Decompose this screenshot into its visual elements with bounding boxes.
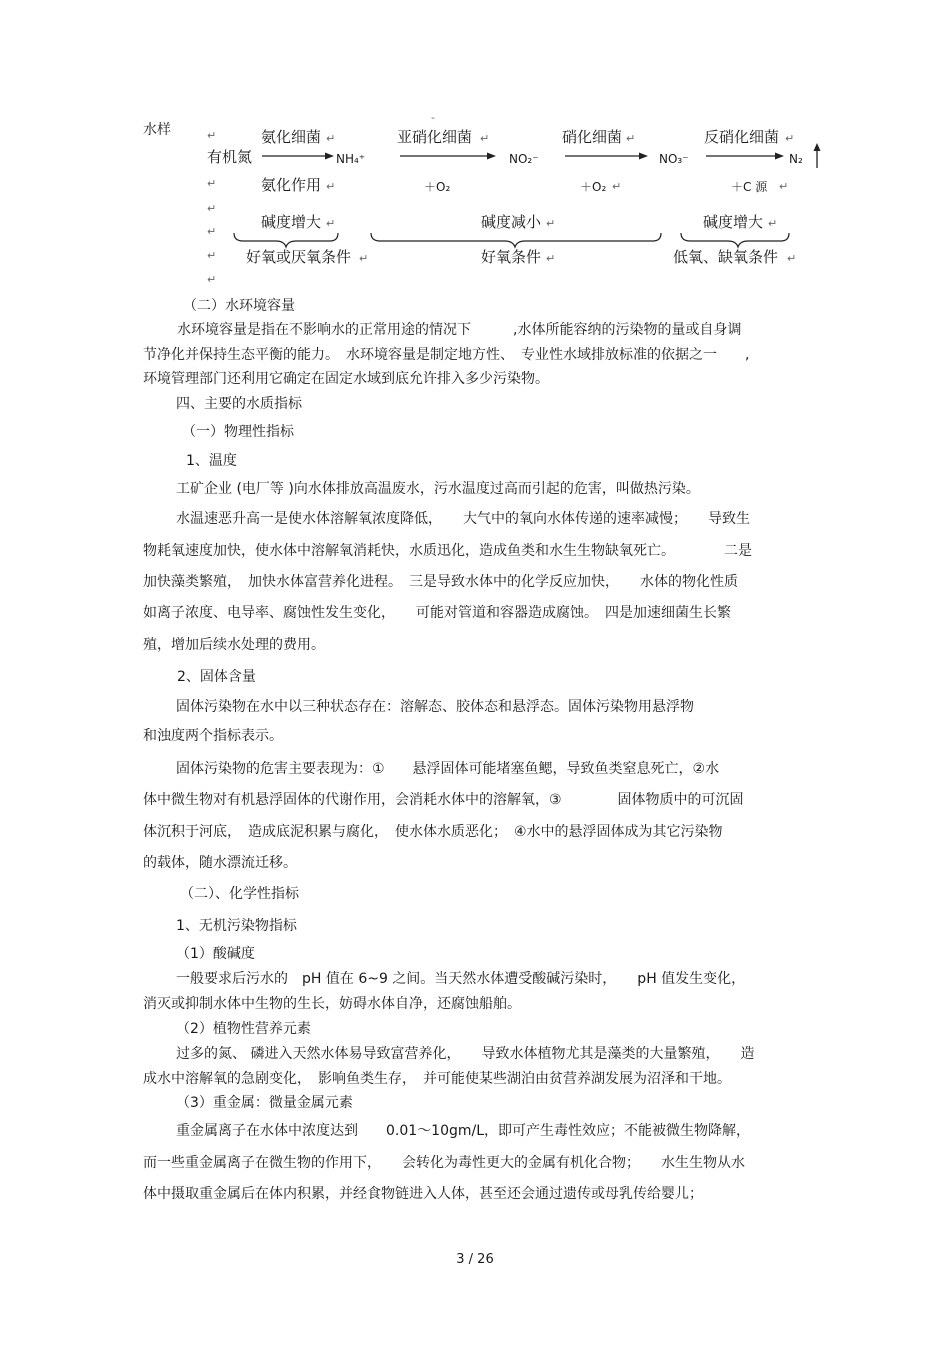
para-mark-icon: ↵ [207,129,217,142]
text-line: 殖，增加后续水处理的费用。 [143,637,325,653]
para-mark-icon: ↵ [207,225,217,238]
stray-mark: - [431,111,435,124]
para-mark-icon: ↵ [207,177,217,190]
text-line: 过多的氮、 磷进入天然水体易导致富营养化， 导致水体植物尤其是藻类的大量繁殖， 造 [176,1046,755,1062]
para-mark-icon: ↵ [207,273,217,286]
text-line: 重金属离子在水体中浓度达到 0.01～10gm/L，即可产生毒性效应；不能被微生物降解， [176,1123,751,1139]
no3-label: NO₃⁻ [659,152,689,166]
plus-o2-label: ＋O₂ [580,180,607,194]
nh4-label: NH₄⁺ [336,152,366,166]
text-line: 环境管理部门还利用它确定在固定水域到底允许排入多少污染物。 [143,371,549,387]
para-mark-icon: ↵ [626,132,636,145]
text-line: 固体污染物在水中以三种状态存在：溶解态、胶体态和悬浮态。固体污染物用悬浮物 [176,699,694,715]
text-line: 加快藻类繁殖， 加快水体富营养化进程。 三是导致水体中的化学反应加快， 水体的物化性质 [143,574,738,590]
text-line: 而一些重金属离子在微生物的作用下， 会转化为毒性更大的金属有机化合物； 水生生物从水 [143,1155,745,1171]
condition-label: 好氧条件 [481,248,542,266]
organic-nitrogen-label: 有机氮 [207,148,253,166]
para-mark-icon: ↵ [207,202,217,215]
text-line: 水环境容量是指在不影响水的正常用途的情况下 ,水体所能容纳的污染物的量或自身调 [177,322,742,338]
diagram-arrows [0,0,950,300]
text-line: 体沉积于河底， 造成底泥积累与腐化， 使水体水质恶化； ④水中的悬浮固体成为其它污染物 [143,824,723,840]
section-heading: 1、温度 [186,453,237,469]
nitrite-bacteria-label: 亚硝化细菌 [397,128,473,146]
no2-label: NO₂⁻ [509,152,539,166]
alkalinity-increase-label: 碱度增大 [261,213,322,231]
section-heading: （二）水环境容量 [183,298,295,314]
plus-c-source-label: ＋C 源 [731,180,768,194]
nitrate-bacteria-label: 硝化细菌 [562,128,623,146]
para-mark-icon: ↵ [785,132,795,145]
text-line: 水温速恶升高一是使水体溶解氧浓度降低， 大气中的氧向水体传递的速率减慢； 导致生 [176,511,750,527]
section-heading: 1、无机污染物指标 [176,918,297,934]
ammonification-label: 氨化作用 [261,176,322,194]
para-mark-icon: ↵ [326,217,336,230]
brace-icon [234,233,789,247]
page-number: 3 / 26 [456,1252,494,1267]
para-mark-icon: ↵ [480,132,490,145]
text-line: 工矿企业 (电厂等 )向水体排放高温废水，污水温度过高而引起的危害，叫做热污染。 [176,481,700,497]
section-heading: （一）物理性指标 [182,424,294,440]
para-mark-icon: ↵ [326,132,336,145]
plus-o2-label: ＋O₂ [424,180,451,194]
para-mark-icon: ↵ [787,252,797,265]
section-heading: （二）、化学性指标 [180,886,299,902]
section-heading: 四、主要的水质指标 [176,396,302,412]
para-mark-icon: ↵ [779,180,789,193]
water-sample-label: 水样 [143,122,171,138]
para-mark-icon: ↵ [326,180,336,193]
alkalinity-increase-label: 碱度增大 [703,213,764,231]
para-mark-icon: ↵ [768,217,778,230]
text-line: 如离子浓度、电导率、腐蚀性发生变化， 可能对管道和容器造成腐蚀。 四是加速细菌生长繁 [143,605,731,621]
text-line: 消灭或抑制水体中生物的生长，妨碍水体自净，还腐蚀船舶。 [143,996,521,1012]
section-heading: 2、固体含量 [177,669,256,685]
para-mark-icon: ↵ [359,252,369,265]
text-line: 物耗氧速度加快，使水体中溶解氧消耗快，水质迅化，造成鱼类和水生生物缺氧死亡。 二是 [143,543,752,559]
section-heading: （1）酸碱度 [176,946,255,962]
condition-label: 好氧或厌氧条件 [246,248,352,266]
text-line: 固体污染物的危害主要表现为：① 悬浮固体可能堵塞鱼鳃，导致鱼类窒息死亡，②水 [176,761,720,777]
alkalinity-decrease-label: 碱度减小 [481,213,542,231]
text-line: 成水中溶解氧的急剧变化， 影响鱼类生存， 并可能使某些湖泊由贫营养湖发展为沼泽和干地。 [143,1071,731,1087]
text-line: 一般要求后污水的 pH 值在 6~9 之间。当天然水体遭受酸碱污染时， pH 值发生变化， [176,971,746,987]
text-line: 节净化并保持生态平衡的能力。 水环境容量是制定地方性、 专业性水域排放标准的依据之一 , [143,347,750,363]
para-mark-icon: ↵ [612,180,622,193]
ammonifying-bacteria-label: 氨化细菌 [261,128,322,146]
text-line: 和浊度两个指标表示。 [143,728,283,744]
denitrifying-bacteria-label: 反硝化细菌 [704,128,780,146]
para-mark-icon: ↵ [546,252,556,265]
condition-label: 低氧、缺氧条件 [673,248,779,266]
section-heading: （3）重金属：微量金属元素 [176,1095,353,1111]
section-heading: （2）植物性营养元素 [176,1021,311,1037]
n2-label: N₂ [789,152,803,166]
text-line: 体中微生物对有机悬浮固体的代谢作用，会消耗水体中的溶解氧，③ 固体物质中的可沉固 [143,792,744,808]
para-mark-icon: ↵ [546,217,556,230]
para-mark-icon: ↵ [207,249,217,262]
text-line: 体中摄取重金属后在体内积累，并经食物链进入人体，甚至还会通过遗传或母乳传给婴儿； [143,1186,703,1202]
text-line: 的载体，随水漂流迁移。 [143,855,297,871]
